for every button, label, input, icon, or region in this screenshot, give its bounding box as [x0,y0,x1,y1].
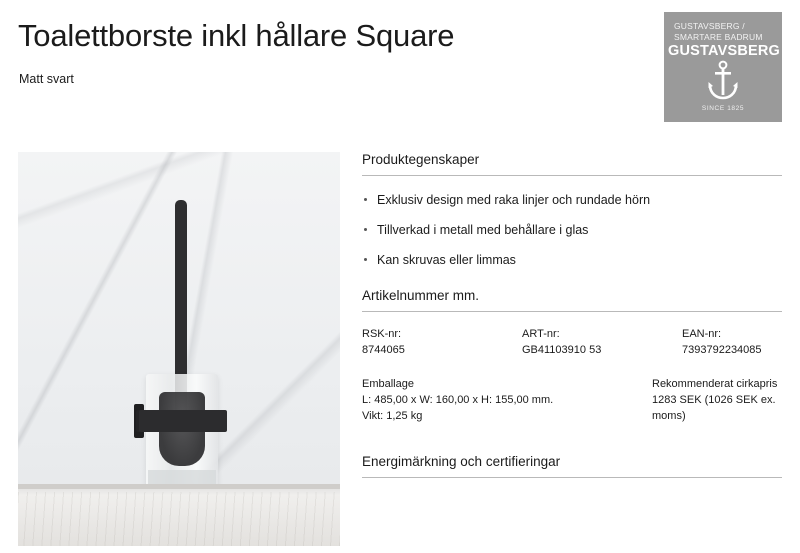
feature-text: Exklusiv design med raka linjer och rundade hörn [377,193,651,207]
article-number-rsk [362,326,522,358]
energy-divider [362,477,782,478]
article-heading: Artikelnummer mm. [362,288,480,303]
brand-tagline-line-1: GUSTAVSBERG / [674,21,745,31]
holder-collar [139,410,227,432]
packaging-label: Emballage [362,378,414,390]
packaging-dimensions: L: 485,00 x W: 160,00 x H: 155,00 mm. [362,394,554,406]
article-label: ART-nr: [522,328,560,340]
packaging-and-price-row [362,376,782,424]
bullet-icon [364,198,367,201]
packaging-block [362,376,652,424]
product-photo [18,152,340,546]
packaging-weight: Vikt: 1,25 kg [362,410,423,422]
price-label: Rekommenderat cirkapris [652,378,778,390]
page-title: Toalettborste inkl hållare Square [18,18,455,53]
article-value: 7393792234085 [682,344,762,356]
product-variant-label: Matt svart [19,72,74,86]
article-value: 8744065 [362,344,405,356]
price-block [652,376,782,424]
energy-heading: Energimärkning och certifieringar [362,454,561,469]
counter-edge [18,484,340,489]
anchor-icon [707,60,739,100]
counter-wood-grain [18,492,340,546]
brand-since-label: SINCE 1825 [701,105,745,112]
features-heading: Produktegenskaper [362,152,480,167]
list-item [362,252,782,268]
article-numbers-grid [362,326,782,358]
brand-logo [664,12,782,122]
list-item [362,192,782,208]
article-label: RSK-nr: [362,328,402,340]
brand-tagline-line-2: SMARTARE BADRUM [674,32,763,42]
bullet-icon [364,258,367,261]
article-value: GB41103910 53 [522,344,602,356]
counter-surface [18,484,340,546]
price-value: 1283 SEK (1026 SEK ex. moms) [652,394,776,422]
article-label: EAN-nr: [682,328,722,340]
article-divider [362,311,782,312]
features-list [362,192,782,268]
article-number-ean [682,326,782,358]
article-number-art [522,326,682,358]
document-header [0,0,800,130]
feature-text: Tillverkad i metall med behållare i glas [377,223,589,237]
list-item [362,222,782,238]
features-divider [362,175,782,176]
brand-wordmark: GUSTAVSBERG [668,43,781,59]
product-details-column [362,152,782,478]
bullet-icon [364,228,367,231]
brand-tagline [674,21,763,43]
feature-text: Kan skruvas eller limmas [377,253,516,267]
